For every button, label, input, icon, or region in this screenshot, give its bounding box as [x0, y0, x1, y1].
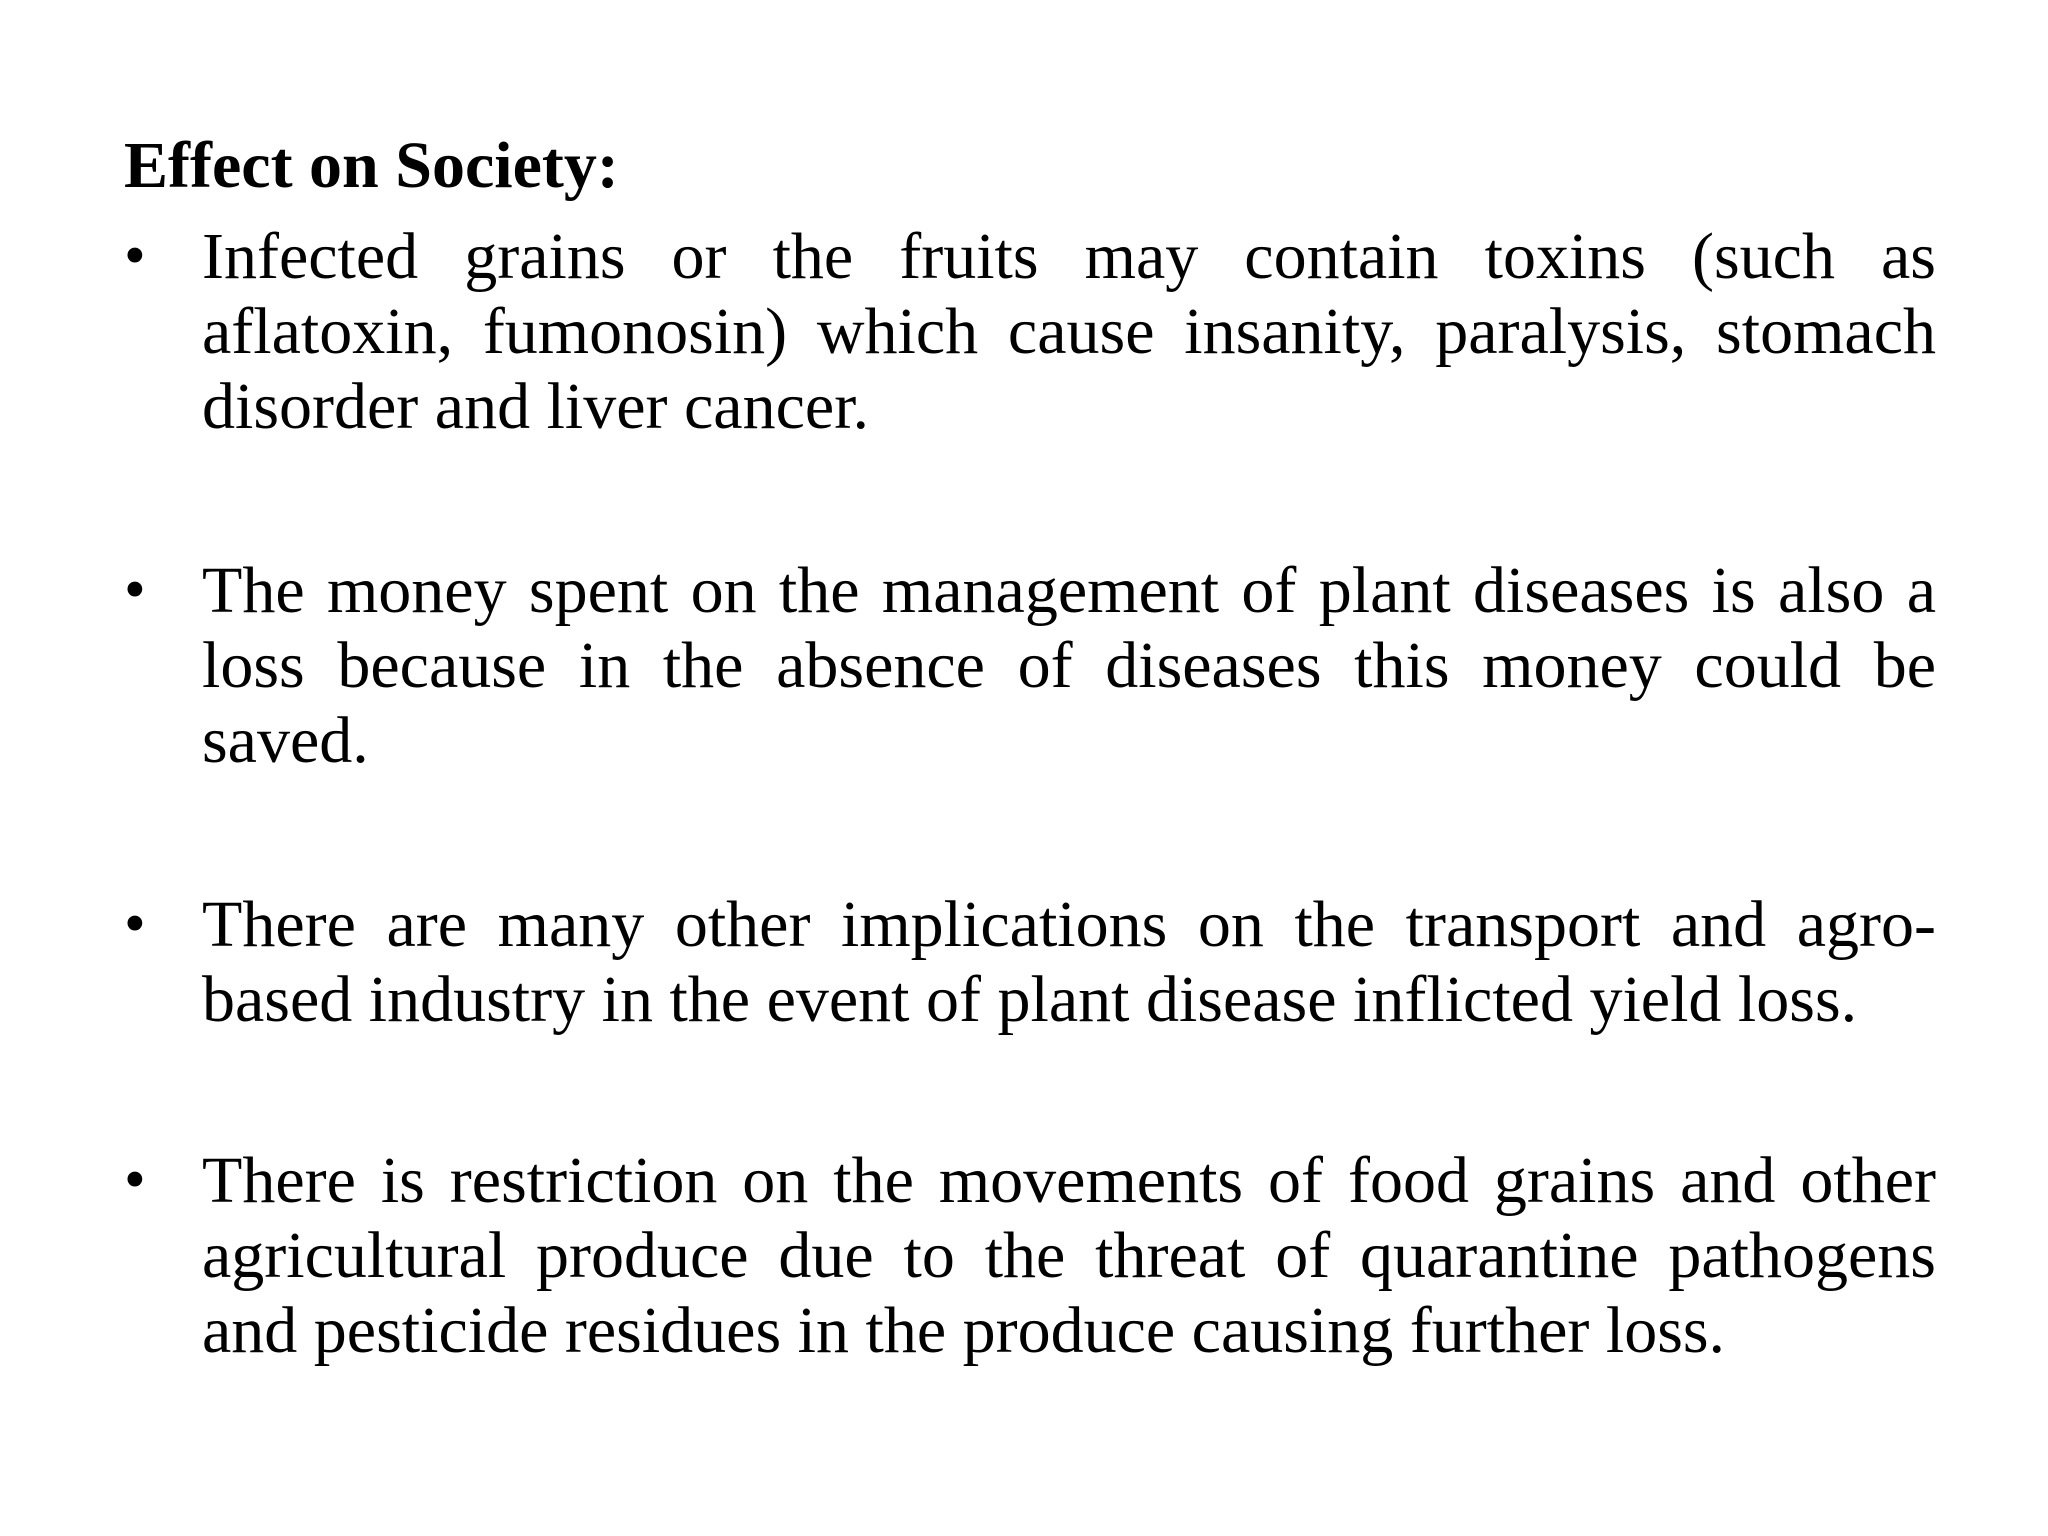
bullet-text: There are many other implications on the transport and agro-based industry in the event of plant disease inflicted yield loss.: [202, 888, 1936, 1036]
bullet-icon: •: [124, 1146, 146, 1214]
bullet-item-transport-industry: [124, 887, 1936, 1037]
bullet-icon: •: [124, 556, 146, 624]
bullet-text: Infected grains or the fruits may contain toxins (such as aflatoxin, fumonosin) which cause insanity, paralysis, stomach disorder and liver cancer.: [202, 220, 1936, 443]
slide-heading: Effect on Society:: [124, 129, 619, 202]
bullet-text: The money spent on the management of plant diseases is also a loss because in the absence of diseases this money could be saved.: [202, 554, 1936, 777]
bullet-text: There is restriction on the movements of food grains and other agricultural produce due to the threat of quarantine pathogens and pesticide residues in the produce causing further loss.: [202, 1144, 1936, 1367]
bullet-icon: •: [124, 890, 146, 958]
bullet-item-toxins: [124, 219, 1936, 444]
bullet-item-management-cost: [124, 553, 1936, 778]
bullet-item-movement-restriction: [124, 1143, 1936, 1368]
bullet-icon: •: [124, 222, 146, 290]
